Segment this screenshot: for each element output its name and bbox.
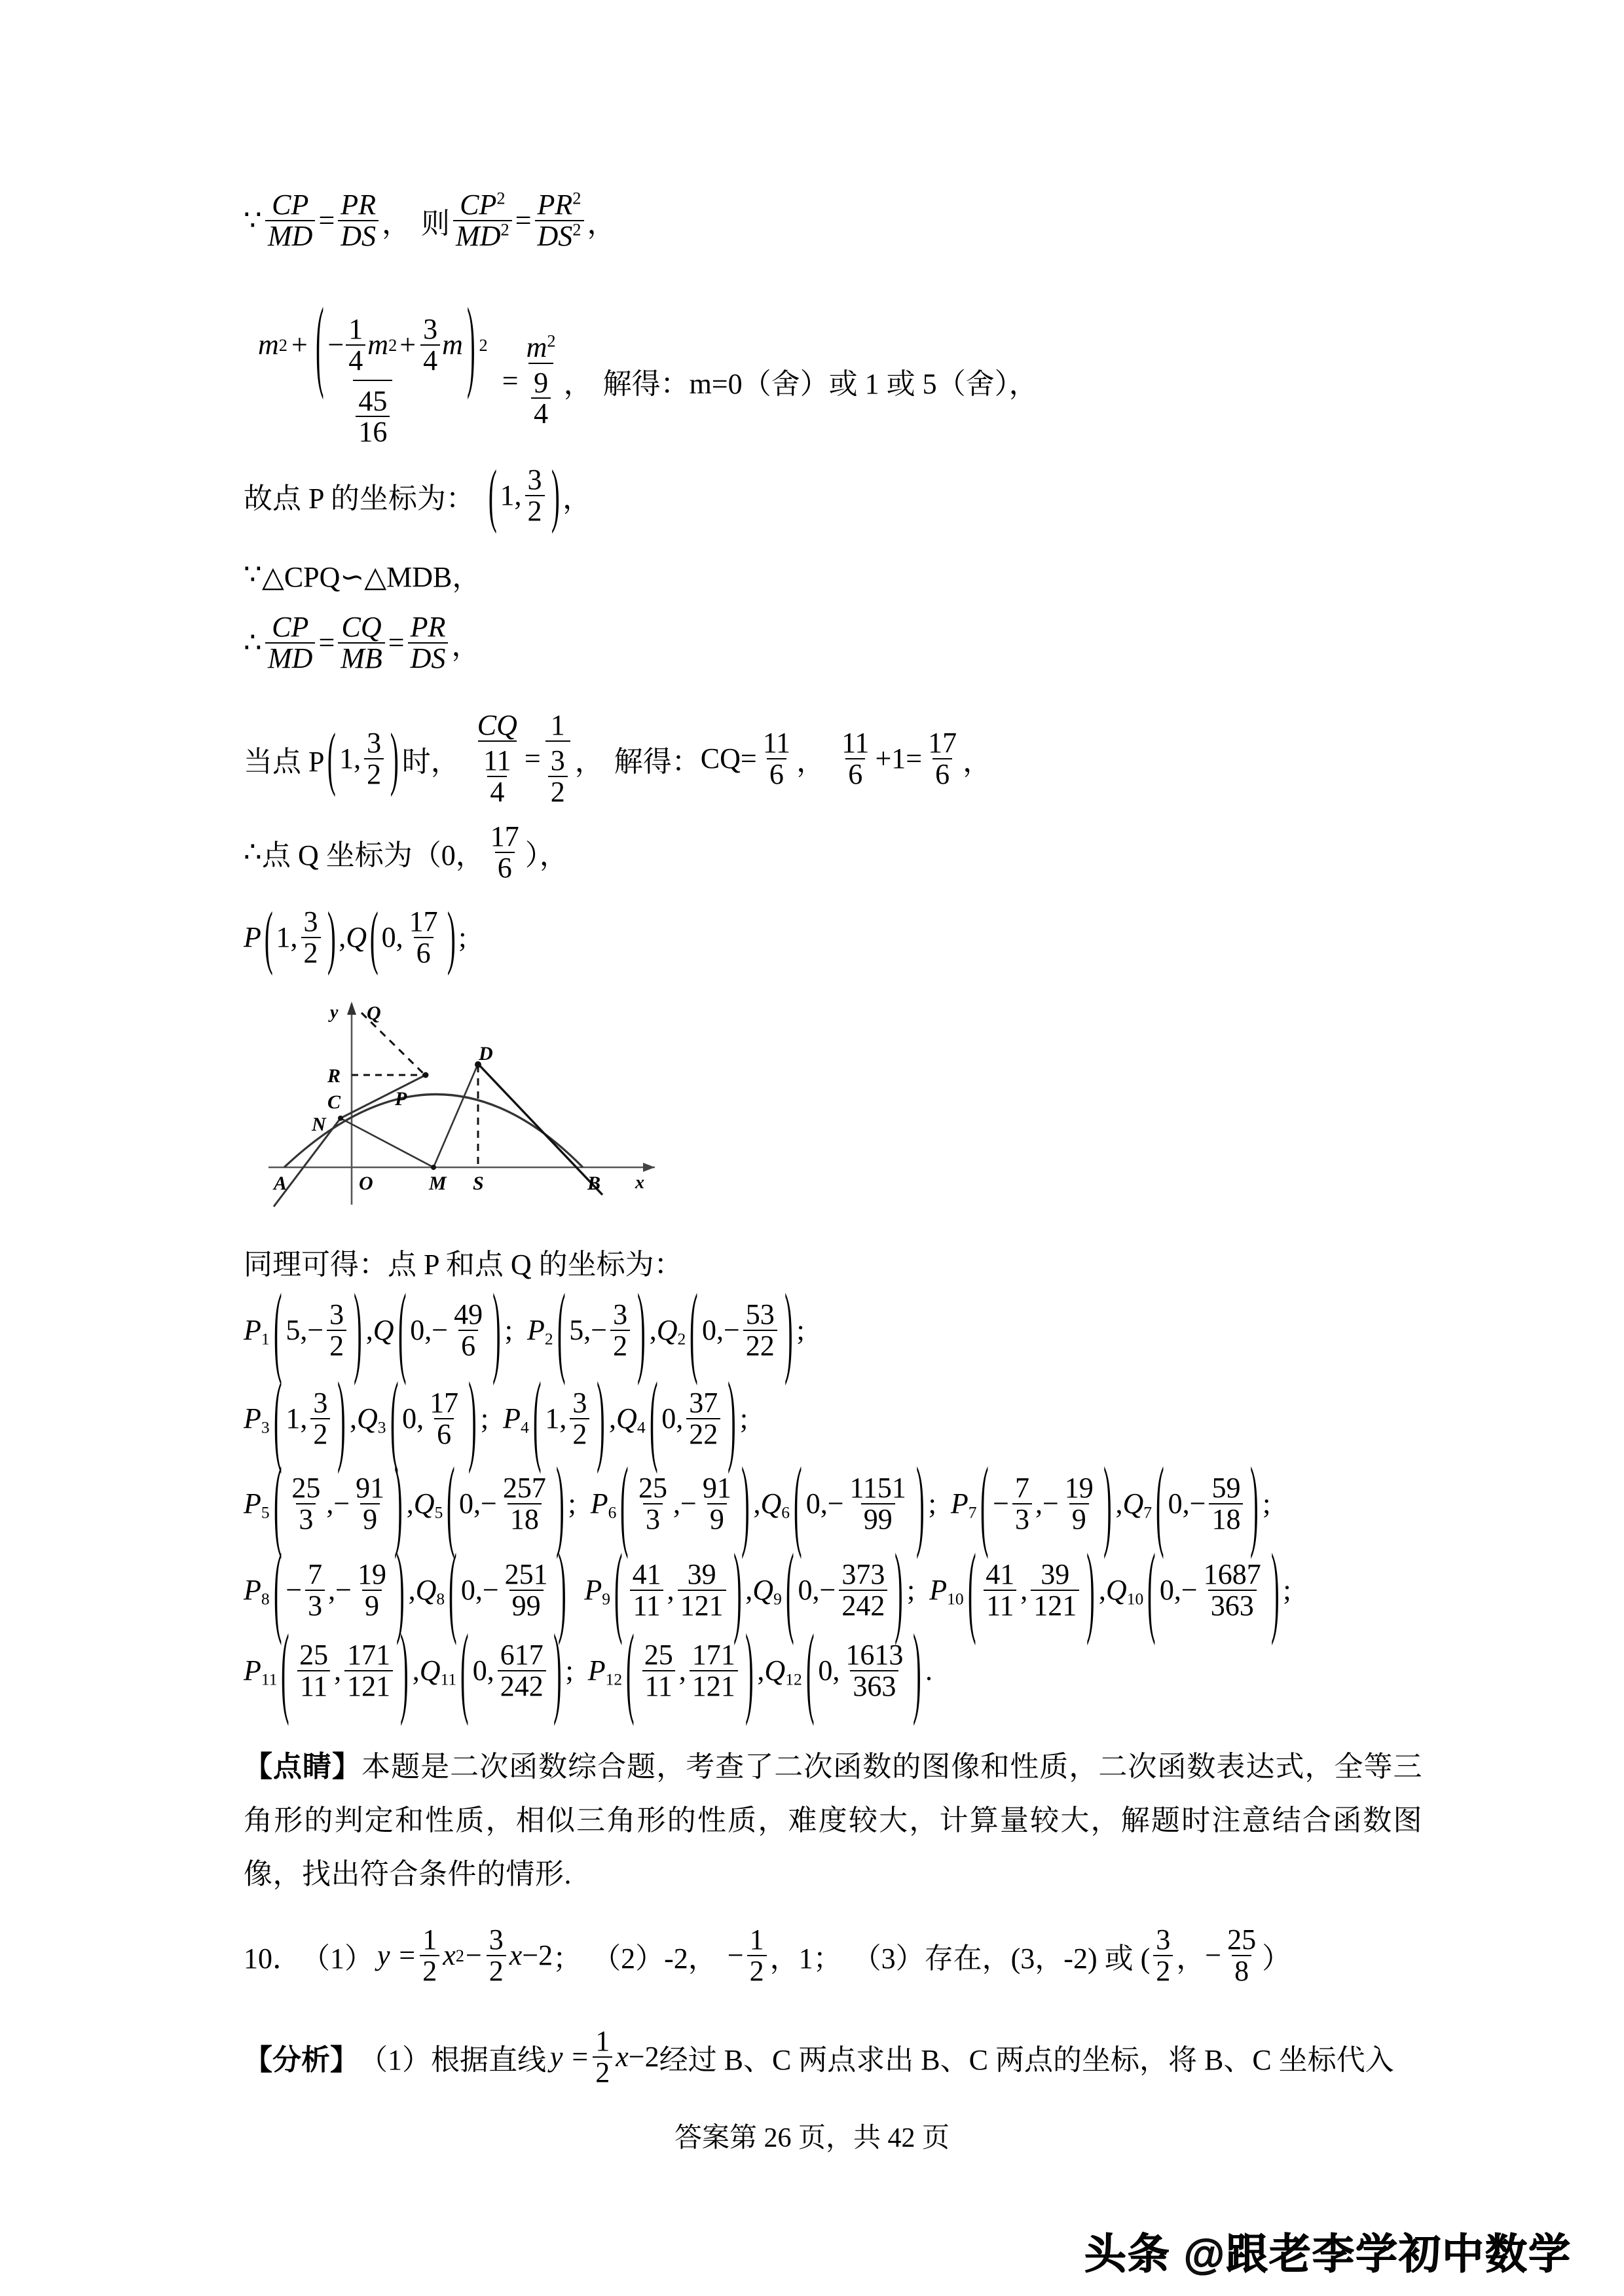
fenxi-label: 【分析】 (244, 2043, 359, 2076)
solve-label-2: 解得： (614, 745, 701, 778)
fenxi-line: 【分析】 （1） 根据直线 y = $\frac{1}{2}$ x −2 经过 B、C 两点求出 B、C 两点的坐标，将 B、C 坐标代入 (244, 2025, 1394, 2088)
close-paren: ) (745, 1613, 754, 1728)
x-axis-arrow (643, 1163, 655, 1172)
close-paren: ) (637, 1273, 646, 1387)
fraction-11-6: $\frac{11}{6}$ (762, 726, 791, 790)
coordinate-row: $P_1$ ( 5 , − $\frac{3}{2}$ ) , Q ( 0 , − $\frac{49}{6}$ ) ; $P_2$ ( 5 , − $\frac{3}{2}$ ) , $Q_2$ ( 0 , − $\frac{53}{22}$ ) ; (244, 1300, 805, 1361)
fenxi-part: （1） (359, 2043, 431, 2076)
open-paren: ( (281, 1613, 290, 1728)
close-paren-4: ) (327, 898, 336, 977)
comma-2: ， (587, 207, 616, 240)
close-paren: ) (741, 1446, 750, 1561)
point-q-label: $Q_{10}$ (1105, 1574, 1144, 1609)
close-paren: ) (466, 287, 475, 401)
fraction-py: $\frac{19}{9}$ (1064, 1472, 1094, 1535)
point-q-label: $Q_3$ (356, 1402, 386, 1437)
point-q-label: $Q_4$ (616, 1402, 646, 1437)
fraction-3-2-d: $\frac{3}{2}$ (301, 907, 321, 968)
close-paren: ) (728, 1361, 736, 1476)
open-paren: ( (449, 1533, 457, 1647)
plus-one: +1 (875, 742, 906, 775)
therefore-symbol: ∴ (244, 626, 262, 660)
fraction-qy: $\frac{251}{99}$ (504, 1558, 548, 1622)
fraction-qy: $\frac{617}{242}$ (498, 1640, 546, 1702)
fraction-qy: $\frac{257}{18}$ (502, 1472, 546, 1535)
comma-6: ， (574, 745, 604, 778)
fraction-cq-mb: $\frac{CQ}{MB}$ (338, 612, 385, 674)
fraction-3-2-c: $\frac{3}{2}$ (548, 746, 568, 807)
fraction-3-2-e: $\frac{3}{2}$ (487, 1925, 506, 1986)
therefore-symbol-2: ∴ (244, 835, 262, 869)
fraction-px: $\frac{41}{11}$ (630, 1559, 664, 1621)
fraction-px: $\frac{25}{3}$ (638, 1472, 668, 1535)
open-paren: ( (805, 1613, 815, 1728)
fraction-17-6-b: $\frac{17}{6}$ (490, 820, 519, 884)
point-p-label: $P_8$ (244, 1574, 270, 1609)
open-paren: ( (626, 1613, 635, 1728)
fraction-pr-ds-2: $\frac{PR}{DS}$ (408, 612, 449, 674)
fraction-py: $\frac{19}{9}$ (357, 1558, 386, 1622)
y-axis-arrow (347, 1002, 356, 1015)
open-paren: ( (557, 1273, 566, 1387)
when-mid: 时， (401, 745, 460, 778)
close-paren: ) (394, 1446, 403, 1561)
close-paren: ) (468, 1361, 477, 1476)
segment-n-m (341, 1118, 434, 1167)
q-label: Q (346, 921, 367, 954)
open-paren: ( (980, 1446, 989, 1561)
fraction-py: $\frac{39}{121}$ (678, 1559, 726, 1621)
close-paren-5: ) (447, 898, 456, 977)
fraction-qy: $\frac{49}{6}$ (454, 1298, 483, 1362)
point-p-dot (423, 1072, 429, 1078)
fraction-1-2-c: $\frac{1}{2}$ (593, 2026, 612, 2088)
fraction-py: $\frac{171}{121}$ (690, 1640, 738, 1702)
close-paren: ) (916, 1446, 925, 1561)
fraction-3-2-f: $\frac{3}{2}$ (1153, 1925, 1173, 1986)
segment-d-b (478, 1064, 602, 1195)
label-q: Q (367, 1002, 381, 1024)
open-paren-4: ( (264, 898, 273, 977)
fraction-qy: $\frac{37}{22}$ (686, 1388, 720, 1449)
close-paren: ) (895, 1533, 903, 1647)
point-p-label: $P_3$ (244, 1402, 270, 1437)
equation-line-7 (244, 822, 568, 883)
similar-triangles-statement: △CPQ∽△MDB， (262, 561, 481, 593)
open-paren: ( (532, 1361, 542, 1476)
equals-sign-4: = (318, 627, 335, 659)
close-paren: ) (733, 1533, 742, 1647)
point-p-label: $P_5$ (244, 1487, 270, 1522)
point-m-dot (431, 1165, 436, 1170)
fraction-py: $\frac{171}{121}$ (344, 1640, 393, 1702)
fraction-1-2-a: $\frac{1}{2}$ (420, 1925, 439, 1986)
open-paren: ( (397, 1273, 407, 1387)
fraction-py: $\frac{3}{2}$ (327, 1300, 346, 1361)
open-paren: ( (1156, 1446, 1164, 1561)
fraction-msq-over-9-4: $\frac{m^2}{\frac{9}{4}}$ (526, 331, 556, 430)
point-q-label: $Q_7$ (1122, 1487, 1152, 1522)
point-q-label: $Q_8$ (415, 1574, 445, 1609)
then-label: 则 (421, 207, 451, 240)
close-paren: ) (557, 1533, 566, 1647)
fraction-px: $\frac{25}{3}$ (291, 1472, 321, 1535)
close-paren: ) (553, 1613, 562, 1728)
open-paren: ( (690, 1273, 698, 1387)
fraction-1-4: $\frac{1}{4}$ (346, 314, 365, 376)
watermark: 头条 @跟老李学初中数学 (1084, 2231, 1572, 2278)
fraction-px: $\frac{7}{3}$ (305, 1559, 325, 1621)
open-paren: ( (273, 1273, 282, 1387)
point-p-label: $P_1$ (244, 1314, 270, 1349)
fraction-17-6: $\frac{17}{6}$ (928, 726, 957, 790)
fraction-cp-md-2: $\frac{CP}{MD}$ (265, 612, 315, 674)
fraction-qy: $\frac{53}{22}$ (743, 1300, 777, 1361)
semicolon-1: ; (458, 921, 467, 954)
segment-m-d (434, 1064, 478, 1167)
close-paren: ) (555, 1446, 564, 1561)
geometry-figure (262, 985, 668, 1208)
fraction-3-4: $\frac{3}{4}$ (420, 314, 440, 376)
compound-fraction: m 2 + ( − $\frac{1}{4}$ m 2 + $\frac{3}{4}$ m ) 2 $\frac{45}{16}$ (258, 287, 488, 448)
label-r: R (327, 1065, 341, 1087)
equals-sign-3: = (502, 365, 519, 397)
fraction-45-16: $\frac{45}{16}$ (356, 386, 390, 448)
similarly-line (244, 1241, 683, 1283)
point-p-label: $P_7$ (950, 1487, 977, 1522)
point-q-label: $Q_{11}$ (419, 1654, 457, 1689)
open-paren: ( (447, 1446, 455, 1561)
fraction-9-4: $\frac{9}{4}$ (531, 368, 551, 429)
equals-sign-6: = (524, 742, 541, 775)
fraction-px: $\frac{7}{3}$ (1012, 1473, 1032, 1535)
because-symbol-2: ∵ (244, 557, 262, 591)
part-3-label: （3） (852, 1942, 925, 1975)
y-equals: y = (377, 1939, 417, 1972)
label-s: S (473, 1173, 484, 1194)
comma-9: , (339, 921, 346, 954)
label-a: A (274, 1173, 287, 1194)
point-p-label: $P_6$ (590, 1487, 617, 1522)
close-paren: ) (1103, 1446, 1112, 1561)
when-point-p-label: 当点 P (244, 745, 325, 778)
label-o: O (359, 1173, 373, 1194)
fraction-qy: $\frac{59}{18}$ (1209, 1473, 1243, 1535)
figure-svg (262, 985, 668, 1208)
close-paren: ) (597, 1361, 605, 1476)
label-m: M (429, 1173, 447, 1194)
fraction-25-8: $\frac{25}{8}$ (1227, 1923, 1257, 1987)
open-paren: ( (460, 1613, 469, 1728)
equation-line-1 (244, 190, 616, 251)
label-p: P (395, 1088, 407, 1110)
fraction-py: $\frac{91}{9}$ (356, 1472, 385, 1535)
coordinate-row: $P_5$ ( $\frac{25}{3}$ , − $\frac{91}{9}$ ) , $Q_5$ ( 0 , − $\frac{257}{18}$ ) ; $P_6$ ( $\frac{25}{3}$ , − $\frac{91}{9}$ ) , $Q_6$ ( 0 , − $\frac{1151}{99}$ ) ; $P_7$ ( − $\frac{7}{3}$ , − $\frac{19}{9}$ ) , $Q_7$ ( 0 , − $\frac{59}{18}$ ) ; (244, 1473, 1270, 1535)
fraction-qy: $\frac{1687}{363}$ (1203, 1558, 1261, 1622)
close-paren: ) (354, 1273, 362, 1387)
label-d: D (479, 1043, 493, 1065)
point-p-label: $P_{11}$ (244, 1654, 278, 1689)
point-q-prefix: 点 Q 坐标为（0， (262, 839, 485, 871)
comma-7: ， (796, 745, 826, 778)
fraction-py: $\frac{3}{2}$ (570, 1388, 589, 1449)
open-paren-2: ( (488, 456, 497, 535)
coordinate-row: $P_3$ ( 1 , $\frac{3}{2}$ ) , $Q_3$ ( 0 , $\frac{17}{6}$ ) ; $P_4$ ( 1 , $\frac{3}{2}$ ) , $Q_4$ ( 0 , $\frac{37}{22}$ ) ; (244, 1388, 748, 1449)
equals-sign-7: = (906, 742, 923, 775)
label-x: x (635, 1173, 644, 1193)
solve-label: 解得： (602, 367, 690, 400)
equation-line-4 (244, 553, 481, 595)
fraction-py: $\frac{3}{2}$ (610, 1300, 630, 1361)
fraction-px: $\frac{25}{11}$ (642, 1640, 676, 1702)
point-q-suffix: ）， (525, 839, 568, 871)
coordinate-row: $P_8$ ( − $\frac{7}{3}$ , − $\frac{19}{9}$ ) , $Q_8$ ( 0 , − $\frac{251}{99}$ ) $P_9$ ( $\frac{41}{11}$ , $\frac{39}{121}$ ) , $Q_9$ ( 0 , − $\frac{373}{242}$ ) ; $P_{10}$ ( $\frac{41}{11}$ , $\frac{39}{121}$ ) , $Q_{10}$ ( 0 , − $\frac{1687}{363}$ ) ; (244, 1559, 1291, 1621)
fraction-qy: $\frac{373}{242}$ (839, 1559, 887, 1621)
open-paren: ( (315, 287, 324, 401)
point-q-label: $Q_6$ (760, 1487, 790, 1522)
close-paren: ) (492, 1273, 501, 1387)
point-p-label: $P_{10}$ (929, 1574, 964, 1609)
fraction-3-2: $\frac{3}{2}$ (525, 465, 545, 526)
fraction-cp-md: $\frac{CP}{MD}$ (265, 190, 315, 251)
comma-4: ， (563, 482, 592, 515)
comma-1: ， (382, 207, 411, 240)
fraction-11-6-b: $\frac{11}{6}$ (841, 726, 870, 790)
close-paren-3: ) (390, 719, 399, 798)
label-y: y (330, 1002, 339, 1023)
p-label: P (244, 921, 261, 954)
dianjing-label: 【点睛】 (244, 1751, 362, 1783)
equation-line-8: P ( 1 , $\frac{3}{2}$ ) , Q ( 0 , $\frac{17}{6}$ ) ; (244, 907, 467, 968)
close-paren: ) (784, 1273, 793, 1387)
open-paren: ( (390, 1361, 399, 1476)
open-paren: ( (794, 1446, 802, 1561)
label-n: N (312, 1114, 326, 1135)
similarly-text: 同理可得：点 P 和点 Q 的坐标为： (244, 1248, 683, 1281)
fraction-cp2-md2: $\frac{CP^2}{MD^2}$ (453, 190, 512, 251)
close-paren: ) (913, 1613, 921, 1728)
close-paren-2: ) (551, 456, 560, 535)
point-q-label: $Q_{12}$ (764, 1654, 802, 1689)
cq-label: CQ= (700, 742, 757, 775)
page-footer: 答案第 26 页，共 42 页 (674, 2123, 950, 2153)
close-paren: ) (1250, 1446, 1259, 1561)
open-paren: ( (967, 1533, 976, 1647)
fraction-pr2-ds2: $\frac{PR^2}{DS^2}$ (535, 190, 584, 251)
fraction-pr-ds: $\frac{PR}{DS}$ (338, 190, 378, 251)
fraction-3-2-b: $\frac{3}{2}$ (364, 728, 384, 790)
coordinate-row: $P_{11}$ ( $\frac{25}{11}$ , $\frac{171}{121}$ ) , $Q_{11}$ ( 0 , $\frac{617}{242}$ ) ; $P_{12}$ ( $\frac{25}{11}$ , $\frac{171}{121}$ ) , $Q_{12}$ ( 0 , $\frac{1613}{363}$ ) . (244, 1640, 932, 1702)
because-symbol: ∵ (244, 204, 262, 238)
close-paren: ) (400, 1613, 409, 1728)
point-q-label: Q (373, 1314, 394, 1347)
solution-text: m=0（舍）或 1 或 5（舍）， (689, 367, 1038, 400)
point-n-dot (338, 1116, 343, 1121)
fraction-17-6-c: $\frac{17}{6}$ (409, 905, 438, 969)
open-paren: ( (614, 1533, 623, 1647)
label-b: B (587, 1173, 601, 1194)
label-c: C (327, 1091, 341, 1113)
point-p-label: $P_4$ (503, 1402, 529, 1437)
comma-8: ， (963, 745, 992, 778)
point-p-label: $P_{12}$ (587, 1654, 623, 1689)
equation-line-2 (244, 287, 1038, 448)
close-paren: ) (396, 1533, 405, 1647)
fraction-qy: $\frac{17}{6}$ (430, 1387, 459, 1450)
equation-line-5 (244, 612, 480, 674)
fraction-py: $\frac{91}{9}$ (702, 1472, 731, 1535)
equation-line-3: 故点 P 的坐标为： ( 1 , $\frac{3}{2}$ ) ， (244, 465, 591, 526)
open-paren-5: ( (369, 898, 378, 977)
point-q-label: $Q_9$ (752, 1574, 782, 1609)
fraction-px: $\frac{25}{11}$ (297, 1640, 331, 1702)
open-paren: ( (273, 1446, 282, 1561)
comma-5: ， (451, 629, 481, 662)
open-paren: ( (620, 1446, 629, 1561)
fraction-py: $\frac{3}{2}$ (310, 1388, 330, 1449)
part-2-label: （2） (592, 1942, 665, 1975)
open-paren: ( (273, 1361, 282, 1476)
item-10-line: 10． （1） y = $\frac{1}{2}$ x 2 − $\frac{3}{2}$ x −2 ； （2） -2， − $\frac{1}{2}$ ，1； （3） 存在，(3，-2) 或 ( $\frac{3}{2}$ ， − $\frac{25}{8}$ ） (244, 1923, 1291, 1987)
equals-sign-5: = (388, 627, 405, 659)
comma-3: ， (563, 367, 593, 400)
equals-sign-2: = (515, 204, 532, 237)
close-paren: ) (1270, 1533, 1280, 1647)
point-p-label: $P_2$ (526, 1314, 553, 1349)
fraction-px: $\frac{41}{11}$ (983, 1559, 1017, 1621)
open-paren-3: ( (327, 719, 337, 798)
dianjing-paragraph (244, 1740, 1422, 1901)
fraction-1-2-b: $\frac{1}{2}$ (747, 1925, 767, 1986)
fraction-py: $\frac{39}{121}$ (1031, 1559, 1079, 1621)
open-paren: ( (1147, 1533, 1156, 1647)
close-paren: ) (337, 1361, 346, 1476)
equation-line-6: 当点 P ( 1 , $\frac{3}{2}$ ) 时， $\frac{CQ}{\frac{11}{4}}$ = $\frac{1}{\frac{3}{2}}$ ， 解得： CQ= $\frac{11}{6}$ ， $\frac{11}{6}$ +1 = $\frac{17}{6}$ ， (244, 709, 992, 808)
open-paren: ( (785, 1533, 794, 1647)
fraction-cq-over-11-4: $\frac{CQ}{\frac{11}{4}}$ (477, 709, 517, 808)
point-p-prefix: 故点 P 的坐标为： (244, 482, 475, 515)
dianjing-text: 本题是二次函数综合题，考查了二次函数的图像和性质，二次函数表达式，全等三角形的判定和性质，相似三角形的性质，难度较大，计算量较大，解题时注意结合函数图像，找出符合条件的情形. (244, 1751, 1423, 1890)
part-1-label: （1） (301, 1942, 373, 1975)
fraction-qy: $\frac{1613}{363}$ (845, 1639, 904, 1702)
point-q-label: $Q_2$ (656, 1314, 686, 1349)
point-p-label: $P_9$ (584, 1574, 610, 1609)
equals-sign: = (318, 204, 335, 237)
item-number: 10． (244, 1942, 301, 1975)
fraction-11-4: $\frac{11}{4}$ (483, 744, 511, 808)
fraction-1-over-3-2: $\frac{1}{\frac{3}{2}}$ (545, 710, 570, 807)
open-paren: ( (649, 1361, 658, 1476)
open-paren: ( (273, 1533, 282, 1647)
point-q-label: $Q_5$ (413, 1487, 443, 1522)
close-paren: ) (1086, 1533, 1095, 1647)
fraction-qy: $\frac{1151}{99}$ (849, 1472, 906, 1535)
